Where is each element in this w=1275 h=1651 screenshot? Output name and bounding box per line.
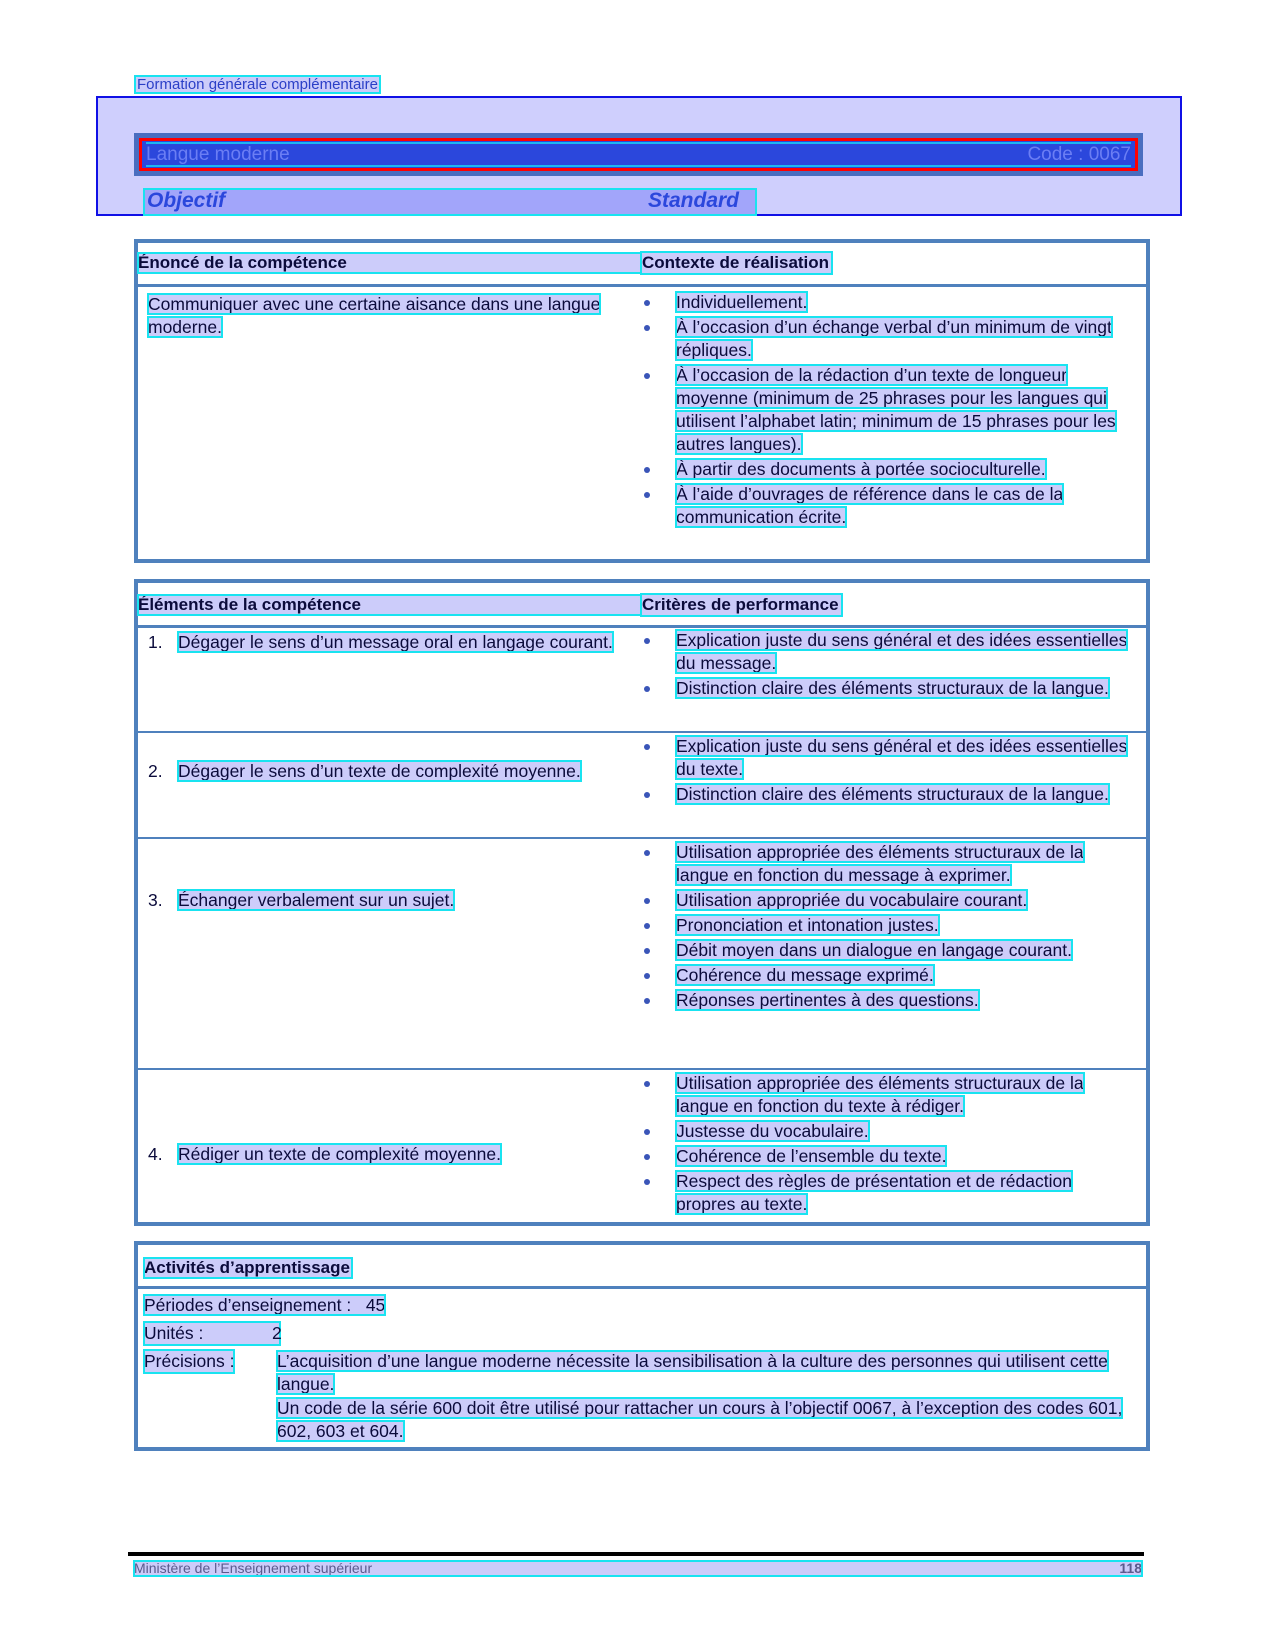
ministry-name: Ministère de l’Enseignement supérieur — [134, 1560, 373, 1576]
units-value: 2 — [272, 1323, 282, 1343]
context-item: À partir des documents à portée socioculturelle. — [642, 458, 1132, 481]
element-item-2: 2. Dégager le sens d’un texte de complexité moyenne. — [148, 761, 581, 781]
periods-value: 45 — [365, 1295, 386, 1315]
bullet-icon — [644, 373, 650, 379]
running-head: Formation générale complémentaire — [137, 76, 378, 93]
context-item: À l’occasion de la rédaction d’un texte de longueur moyenne (minimum de 25 phrases pour les langues qui utilisent l’alphabet latin; minimum de 15 phrases pour les autres langues). — [642, 364, 1132, 456]
criteria-item: Respect des règles de présentation et de rédaction propres au texte. — [642, 1170, 1132, 1216]
bullet-icon — [644, 744, 650, 750]
program-title-bar — [134, 133, 1143, 176]
footer-rule — [128, 1552, 1144, 1556]
units-row — [144, 1322, 280, 1345]
criteria-item: Distinction claire des éléments structuraux de la langue. — [642, 783, 1132, 806]
bullet-icon — [644, 850, 650, 856]
divider — [138, 625, 1146, 628]
criteria-item: Cohérence du message exprimé. — [642, 964, 1132, 987]
units-label: Unités : — [144, 1323, 204, 1343]
page-number: 118 — [1119, 1560, 1142, 1576]
criteria-list-3 — [642, 841, 1132, 1012]
criteria-item: Distinction claire des éléments structuraux de la langue. — [642, 677, 1132, 700]
row-divider — [138, 837, 1146, 839]
header-criteria: Critères de performance — [642, 595, 839, 614]
periods-row — [144, 1294, 385, 1317]
criteria-item: Réponses pertinentes à des questions. — [642, 989, 1132, 1012]
criteria-item: Cohérence de l’ensemble du texte. — [642, 1145, 1132, 1168]
criteria-item: Prononciation et intonation justes. — [642, 914, 1132, 937]
divider — [138, 284, 1146, 287]
context-item: À l’aide d’ouvrages de référence dans le cas de la communication écrite. — [642, 483, 1132, 529]
row-divider — [138, 1068, 1146, 1070]
criteria-list-1 — [642, 629, 1132, 700]
bullet-icon — [644, 492, 650, 498]
bullet-icon — [644, 686, 650, 692]
bullet-icon — [644, 923, 650, 929]
competence-statement: Communiquer avec une certaine aisance dans une langue moderne. — [148, 294, 601, 337]
element-item-3: 3. Échanger verbalement sur un sujet. — [148, 890, 455, 910]
bullet-icon — [644, 467, 650, 473]
element-item-1: 1. Dégager le sens d’un message oral en langage courant. — [148, 632, 613, 652]
bullet-icon — [644, 1081, 650, 1087]
criteria-list-2 — [642, 735, 1132, 806]
precisions-label: Précisions : — [144, 1351, 235, 1371]
title-band — [96, 96, 1182, 216]
footer — [134, 1561, 1142, 1576]
code-value: 0067 — [1088, 144, 1131, 165]
criteria-item: Débit moyen dans un dialogue en langage courant. — [642, 939, 1132, 962]
row-divider — [138, 731, 1146, 733]
header-statement: Énoncé de la compétence — [138, 253, 832, 273]
bullet-icon — [644, 1129, 650, 1135]
elements-table — [134, 579, 1150, 1226]
code-label: Code : — [1027, 144, 1084, 165]
bullet-icon — [644, 1154, 650, 1160]
bullet-icon — [644, 1179, 650, 1185]
bullet-icon — [644, 973, 650, 979]
competence-table — [134, 239, 1150, 563]
bullet-icon — [644, 948, 650, 954]
criteria-item: Utilisation appropriée des éléments structuraux de la langue en fonction du message à exprimer. — [642, 841, 1132, 887]
activities-table — [134, 1241, 1150, 1451]
bullet-icon — [644, 300, 650, 306]
program-code — [1027, 142, 1131, 167]
precision-item: L’acquisition d’une langue moderne nécessite la sensibilisation à la culture des personnes qui utilisent cette langue. — [277, 1351, 1108, 1394]
criteria-item: Utilisation appropriée du vocabulaire courant. — [642, 889, 1132, 912]
bullet-icon — [644, 898, 650, 904]
objective-standard-row — [145, 190, 755, 214]
program-name: Langue moderne — [146, 142, 1027, 167]
header-elements: Éléments de la compétence — [138, 595, 832, 615]
context-item: À l’occasion d’un échange verbal d’un minimum de vingt répliques. — [642, 316, 1132, 362]
precision-item: Un code de la série 600 doit être utilisé pour rattacher un cours à l’objectif 0067, à l’exception des codes 601, 602, 603 et 604. — [277, 1398, 1123, 1441]
header-context: Contexte de réalisation — [642, 253, 830, 272]
element-item-4: 4. Rédiger un texte de complexité moyenne. — [148, 1144, 501, 1164]
bullet-icon — [644, 792, 650, 798]
divider — [138, 1286, 1146, 1289]
criteria-list-4 — [642, 1072, 1132, 1216]
criteria-item: Justesse du vocabulaire. — [642, 1120, 1132, 1143]
objective-label: Objectif — [147, 189, 226, 212]
context-item: Individuellement. — [642, 291, 1132, 314]
periods-label: Périodes d’enseignement : — [144, 1295, 352, 1315]
bullet-icon — [644, 325, 650, 331]
header-activities: Activités d’apprentissage — [144, 1258, 350, 1277]
context-list — [642, 291, 1132, 529]
bullet-icon — [644, 638, 650, 644]
bullet-icon — [644, 998, 650, 1004]
criteria-item: Utilisation appropriée des éléments structuraux de la langue en fonction du texte à rédiger. — [642, 1072, 1132, 1118]
criteria-item: Explication juste du sens général et des idées essentielles du message. — [642, 629, 1132, 675]
criteria-item: Explication juste du sens général et des idées essentielles du texte. — [642, 735, 1132, 781]
standard-label: Standard — [648, 189, 740, 212]
